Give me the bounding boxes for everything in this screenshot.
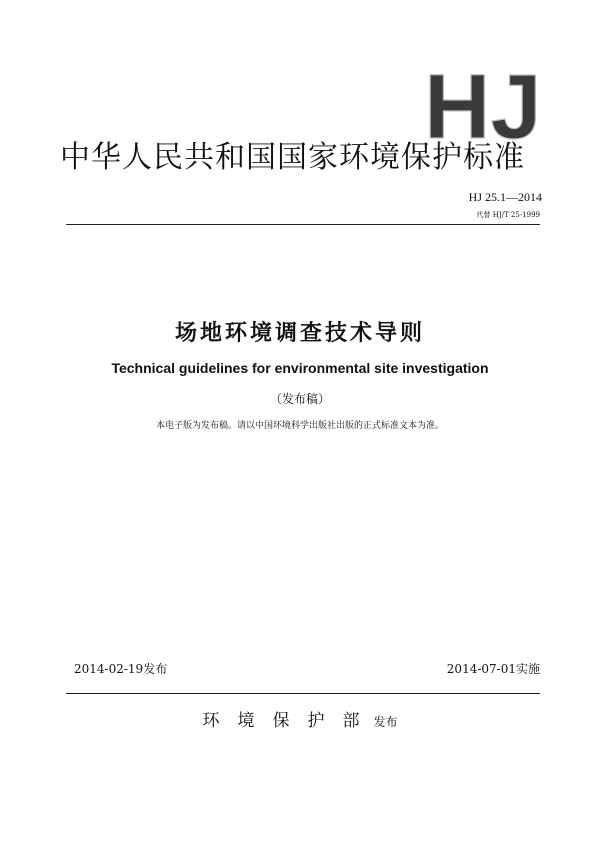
hj-logo-text: HJ [424, 58, 542, 148]
document-title-chinese: 场地环境调查技术导则 [174, 321, 425, 346]
replaces-standard: 代替 HJ/T 25-1999 [476, 211, 540, 219]
bottom-divider [66, 693, 540, 694]
standard-number: HJ 25.1—2014 [468, 190, 542, 204]
document-title-english: Technical guidelines for environmental site investigation [111, 360, 489, 376]
issuer-name: 环境保护部 [202, 711, 378, 731]
effective-date: 2014-07-01实施 [446, 662, 540, 676]
hj-logo [410, 58, 550, 148]
release-status: （发布稿） [269, 392, 330, 406]
standard-category-title: 中华人民共和国国家环境保护标准 [60, 140, 525, 175]
issuer [0, 706, 600, 731]
top-divider [66, 224, 540, 225]
issuer-suffix: 发布 [373, 715, 398, 729]
issue-date: 2014-02-19发布 [74, 662, 168, 676]
release-note: 本电子版为发布稿。请以中国环境科学出版社出版的正式标准文本为准。 [155, 421, 444, 431]
